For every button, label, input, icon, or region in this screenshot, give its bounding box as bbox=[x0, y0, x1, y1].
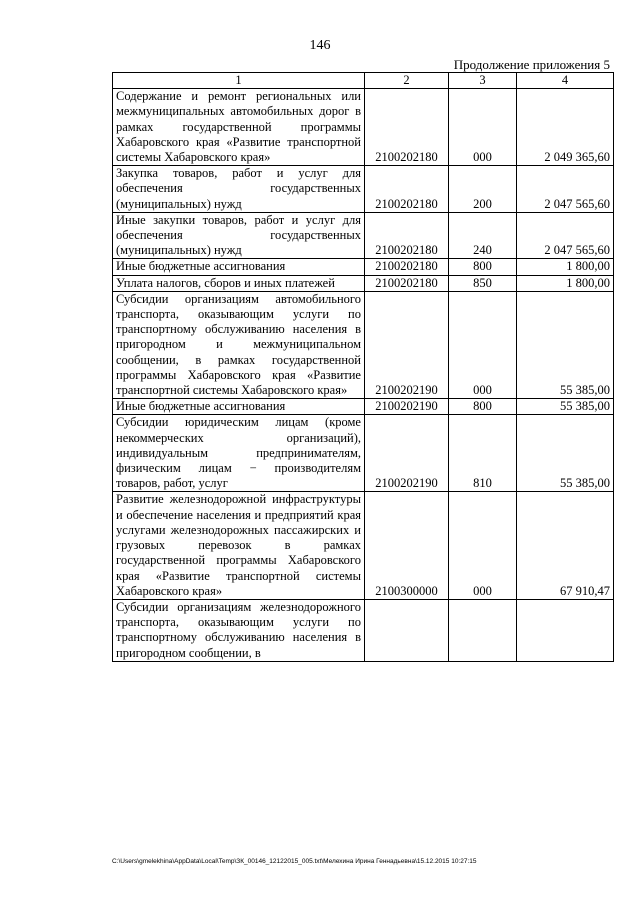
row-kind-cell: 000 bbox=[449, 492, 517, 599]
row-name-cell: Закупка товаров, работ и услуг для обеспечения государственных (муниципальных) нужд bbox=[113, 166, 365, 213]
row-code-cell: 2100300000 bbox=[365, 492, 449, 599]
row-amount-cell: 2 049 365,60 bbox=[517, 89, 614, 166]
row-kind-cell: 800 bbox=[449, 399, 517, 415]
row-kind-cell: 800 bbox=[449, 259, 517, 275]
table-row bbox=[113, 212, 614, 259]
row-kind-cell bbox=[449, 599, 517, 661]
row-amount-cell bbox=[517, 599, 614, 661]
table-row bbox=[113, 399, 614, 415]
row-amount-cell: 1 800,00 bbox=[517, 275, 614, 291]
row-name-cell: Субсидии организациям автомобильного транспорта, оказывающим услуги по транспортному обслуживанию населения в пригородном и межмуниципальном сообщении, в рамках государственной программы Хабаровского края «Развитие транспортной системы Хабаровского края» bbox=[113, 291, 365, 398]
header-cell-3: 3 bbox=[449, 73, 517, 89]
table-row bbox=[113, 492, 614, 599]
row-code-cell: 2100202180 bbox=[365, 259, 449, 275]
row-kind-cell: 000 bbox=[449, 291, 517, 398]
header-cell-1: 1 bbox=[113, 73, 365, 89]
row-code-cell: 2100202180 bbox=[365, 212, 449, 259]
row-kind-cell: 850 bbox=[449, 275, 517, 291]
row-code-cell: 2100202180 bbox=[365, 275, 449, 291]
row-code-cell: 2100202190 bbox=[365, 291, 449, 398]
table-row bbox=[113, 599, 614, 661]
row-name-cell: Иные бюджетные ассигнования bbox=[113, 259, 365, 275]
page-number: 146 bbox=[309, 38, 331, 53]
row-amount-cell: 55 385,00 bbox=[517, 415, 614, 492]
budget-table bbox=[112, 72, 614, 662]
header-cell-2: 2 bbox=[365, 73, 449, 89]
footer-file-path: C:\Users\gmelekhina\AppData\Local\Temp\ЗК_00146_12122015_005.txt\Мелехина Ирина Геннадьевна\15.12.2015 10:27:15 bbox=[112, 858, 477, 865]
row-name-cell: Развитие железнодорожной инфраструктуры и обеспечение населения и предприятий края услугами железнодорожных пассажирских и грузовых перевозок в рамках государственной программы Хабаровского края «Развитие транспортной системы Хабаровского края» bbox=[113, 492, 365, 599]
row-name-cell: Содержание и ремонт региональных или межмуниципальных автомобильных дорог в рамках государственной программы Хабаровского края «Развитие транспортной системы Хабаровского края» bbox=[113, 89, 365, 166]
row-name-cell: Иные бюджетные ассигнования bbox=[113, 399, 365, 415]
table-row bbox=[113, 291, 614, 398]
row-kind-cell: 810 bbox=[449, 415, 517, 492]
row-code-cell: 2100202180 bbox=[365, 89, 449, 166]
row-amount-cell: 55 385,00 bbox=[517, 399, 614, 415]
table-row bbox=[113, 275, 614, 291]
row-code-cell: 2100202190 bbox=[365, 399, 449, 415]
row-name-cell: Субсидии организациям железнодорожного транспорта, оказывающим услуги по транспортному обслуживанию населения в пригородном сообщении, в bbox=[113, 599, 365, 661]
table-row bbox=[113, 89, 614, 166]
row-kind-cell: 000 bbox=[449, 89, 517, 166]
header-cell-4: 4 bbox=[517, 73, 614, 89]
table-row bbox=[113, 259, 614, 275]
row-name-cell: Иные закупки товаров, работ и услуг для обеспечения государственных (муниципальных) нужд bbox=[113, 212, 365, 259]
continuation-label: Продолжение приложения 5 bbox=[453, 57, 610, 72]
row-kind-cell: 200 bbox=[449, 166, 517, 213]
row-name-cell: Субсидии юридическим лицам (кроме некоммерческих организаций), индивидуальным предпринимателям, физическим лицам − производителям товаров, работ, услуг bbox=[113, 415, 365, 492]
row-amount-cell: 2 047 565,60 bbox=[517, 166, 614, 213]
row-amount-cell: 2 047 565,60 bbox=[517, 212, 614, 259]
table-row bbox=[113, 415, 614, 492]
row-name-cell: Уплата налогов, сборов и иных платежей bbox=[113, 275, 365, 291]
row-code-cell bbox=[365, 599, 449, 661]
row-amount-cell: 1 800,00 bbox=[517, 259, 614, 275]
row-code-cell: 2100202180 bbox=[365, 166, 449, 213]
table-row bbox=[113, 166, 614, 213]
table-header-row bbox=[113, 73, 614, 89]
row-kind-cell: 240 bbox=[449, 212, 517, 259]
row-code-cell: 2100202190 bbox=[365, 415, 449, 492]
row-amount-cell: 67 910,47 bbox=[517, 492, 614, 599]
row-amount-cell: 55 385,00 bbox=[517, 291, 614, 398]
